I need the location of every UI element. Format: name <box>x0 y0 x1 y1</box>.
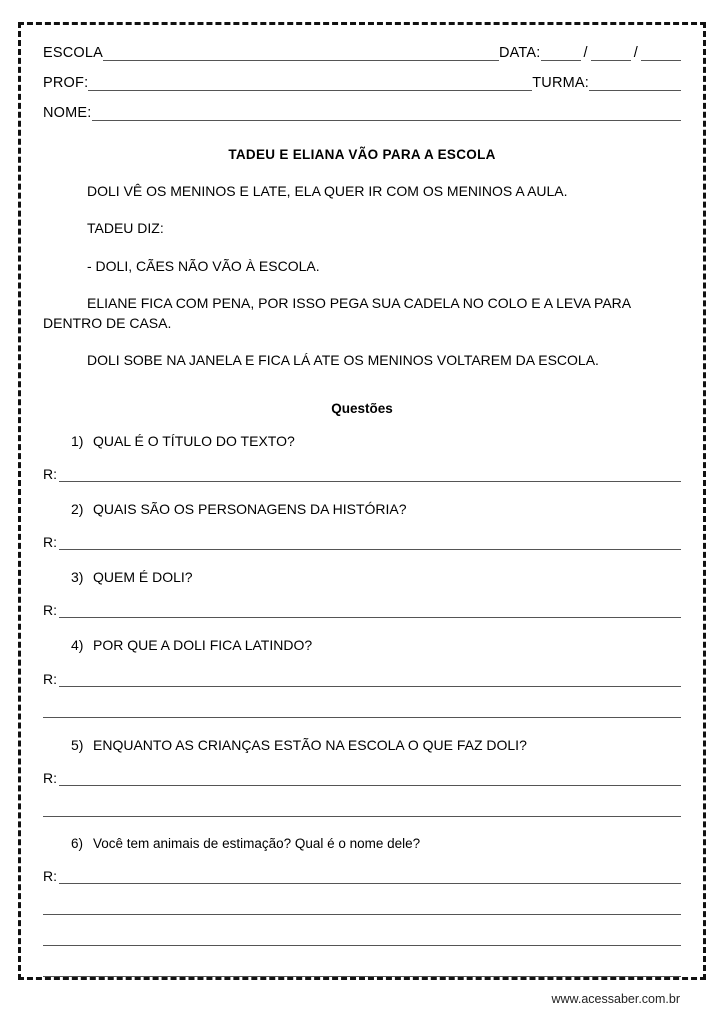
question-text <box>43 500 681 518</box>
question-item <box>43 432 681 482</box>
answer-row-continuation <box>43 964 681 977</box>
answer-label: R: <box>43 534 57 551</box>
story-title: TADEU E ELIANA VÃO PARA A ESCOLA <box>228 147 496 162</box>
question-label: QUEM É DOLI? <box>93 569 193 586</box>
footer-url: www.acessaber.com.br <box>551 992 680 1006</box>
answer-row <box>43 602 681 618</box>
escola-input-line[interactable] <box>103 47 499 61</box>
escola-label: ESCOLA <box>43 45 104 61</box>
question-number: 1) <box>71 432 84 449</box>
answer-input-line[interactable] <box>59 773 681 786</box>
question-item <box>43 500 681 550</box>
answer-row-continuation <box>43 804 681 817</box>
answer-row-continuation <box>43 902 681 915</box>
answer-input-line[interactable] <box>43 705 681 718</box>
data-month-input-line[interactable] <box>591 47 631 61</box>
answer-row <box>43 671 681 687</box>
footer <box>18 980 706 1006</box>
question-number: 3) <box>71 569 84 586</box>
nome-input-line[interactable] <box>92 107 681 121</box>
student-id-block <box>43 45 681 121</box>
answer-row <box>43 534 681 550</box>
answer-row <box>43 466 681 482</box>
question-label: Você tem animais de estimação? Qual é o nome dele? <box>93 835 421 851</box>
question-number: 6) <box>71 835 84 851</box>
answer-input-line[interactable] <box>43 933 681 946</box>
prof-turma-row <box>43 75 681 91</box>
question-text <box>43 835 681 853</box>
escola-data-row <box>43 45 681 61</box>
turma-input-line[interactable] <box>589 77 681 91</box>
story-paragraph: - DOLI, CÃES NÃO VÃO À ESCOLA. <box>87 257 320 274</box>
answer-input-line[interactable] <box>59 871 681 884</box>
answer-input-line[interactable] <box>43 902 681 915</box>
story-paragraph: DOLI SOBE NA JANELA E FICA LÁ ATE OS MENINOS VOLTAREM DA ESCOLA. <box>87 352 599 369</box>
answer-label: R: <box>43 465 57 482</box>
question-item <box>43 568 681 618</box>
answer-input-line[interactable] <box>59 469 681 482</box>
question-item <box>43 636 681 717</box>
prof-input-line[interactable] <box>88 77 532 91</box>
question-number: 5) <box>71 736 84 753</box>
question-label: ENQUANTO AS CRIANÇAS ESTÃO NA ESCOLA O QUE FAZ DOLI? <box>93 736 527 753</box>
questions-title: Questões <box>331 400 393 416</box>
question-text <box>43 432 681 450</box>
date-separator-2: / <box>633 45 638 61</box>
question-number: 4) <box>71 637 84 654</box>
nome-row <box>43 105 681 121</box>
answer-input-line[interactable] <box>43 804 681 817</box>
data-day-input-line[interactable] <box>541 47 581 61</box>
answer-input-line[interactable] <box>59 605 681 618</box>
nome-label: NOME: <box>43 105 92 121</box>
turma-label: TURMA: <box>532 75 589 91</box>
data-label: DATA: <box>498 45 541 61</box>
worksheet-frame <box>18 22 706 980</box>
answer-label: R: <box>43 868 57 885</box>
question-number: 2) <box>71 500 84 517</box>
story-section <box>43 147 681 371</box>
questions-section <box>43 401 681 977</box>
answer-row-continuation <box>43 933 681 946</box>
question-text <box>43 568 681 586</box>
answer-row <box>43 770 681 786</box>
question-text <box>43 636 681 654</box>
answer-label: R: <box>43 769 57 786</box>
answer-label: R: <box>43 602 57 619</box>
question-item <box>43 835 681 978</box>
story-paragraph: ELIANE FICA COM PENA, POR ISSO PEGA SUA CADELA NO COLO E A LEVA PARA DENTRO DE CASA. <box>43 294 631 332</box>
answer-input-line[interactable] <box>59 537 681 550</box>
question-label: POR QUE A DOLI FICA LATINDO? <box>93 637 313 654</box>
question-label: QUAL É O TÍTULO DO TEXTO? <box>93 432 295 449</box>
story-paragraph: TADEU DIZ: <box>87 220 164 237</box>
answer-row-continuation <box>43 705 681 718</box>
question-label: QUAIS SÃO OS PERSONAGENS DA HISTÓRIA? <box>93 500 407 517</box>
answer-row <box>43 868 681 884</box>
question-item <box>43 736 681 817</box>
answer-label: R: <box>43 670 57 687</box>
answer-input-line[interactable] <box>43 964 681 977</box>
date-separator-1: / <box>583 45 588 61</box>
answer-input-line[interactable] <box>59 674 681 687</box>
prof-label: PROF: <box>43 75 89 91</box>
question-text <box>43 736 681 754</box>
data-year-input-line[interactable] <box>641 47 681 61</box>
story-paragraph: DOLI VÊ OS MENINOS E LATE, ELA QUER IR COM OS MENINOS A AULA. <box>87 183 568 199</box>
